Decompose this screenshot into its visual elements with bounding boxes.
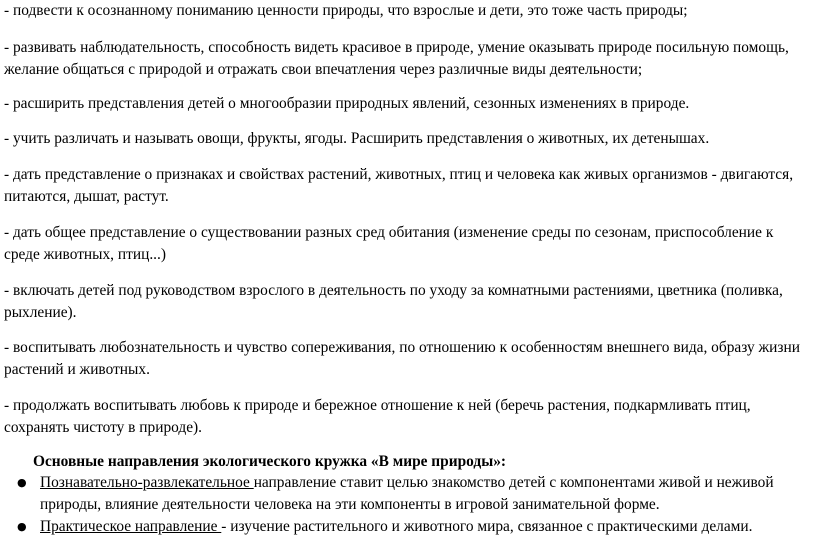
goal-paragraph-2: - развивать наблюдательность, способность видеть красивое в природе, умение оказывать природе посильную помощь, желание общаться с природой и отражать свои впечатления через различные виды деятельности; (4, 39, 789, 78)
goal-paragraph-9: - продолжать воспитывать любовь к природе и бережное отношение к ней (беречь растения, подкармливать птиц, сохранять чистоту в природе). (4, 397, 751, 436)
direction-text: направление ставит целью знакомство детей с компонентами живой и неживой природы, влияние деятельности человека на эти компоненты в игровой занимательной форме. (40, 474, 774, 513)
direction-name: Практическое направление (40, 518, 222, 535)
list-item (0, 516, 816, 538)
section-heading: Основные направления экологического кружка «В мире природы»: (33, 453, 507, 470)
list-item (0, 472, 816, 516)
goal-paragraph-5: - дать представление о признаках и свойствах растений, животных, птиц и человека как живых организмов - двигаются, питаются, дышат, растут. (4, 166, 794, 205)
goal-paragraph-8: - воспитывать любознательность и чувство сопереживания, по отношению к особенностям внешнего вида, образу жизни растений и животных. (4, 339, 800, 378)
bullet-icon: ● (17, 476, 27, 489)
directions-list (0, 472, 816, 538)
goal-paragraph-1: - подвести к осознанному пониманию ценности природы, что взрослые и дети, это тоже часть природы; (4, 2, 688, 19)
direction-text: - изучение растительного и животного мира, связанное с практическими делами. (221, 518, 753, 535)
goal-paragraph-3: - расширить представления детей о многообразии природных явлений, сезонных изменениях в природе. (4, 95, 690, 112)
direction-name: Познавательно-развлекательное (40, 474, 254, 491)
bullet-icon: ● (17, 520, 27, 533)
goal-paragraph-6: - дать общее представление о существовании разных сред обитания (изменение среды по сезонам, приспособление к среде животных, птиц...) (4, 224, 774, 263)
goal-paragraph-7: - включать детей под руководством взрослого в деятельность по уходу за комнатными растениями, цветника (поливка, рыхление). (4, 282, 783, 321)
goal-paragraph-4: - учить различать и называть овощи, фрукты, ягоды. Расширить представления о животных, их детенышах. (4, 130, 710, 147)
